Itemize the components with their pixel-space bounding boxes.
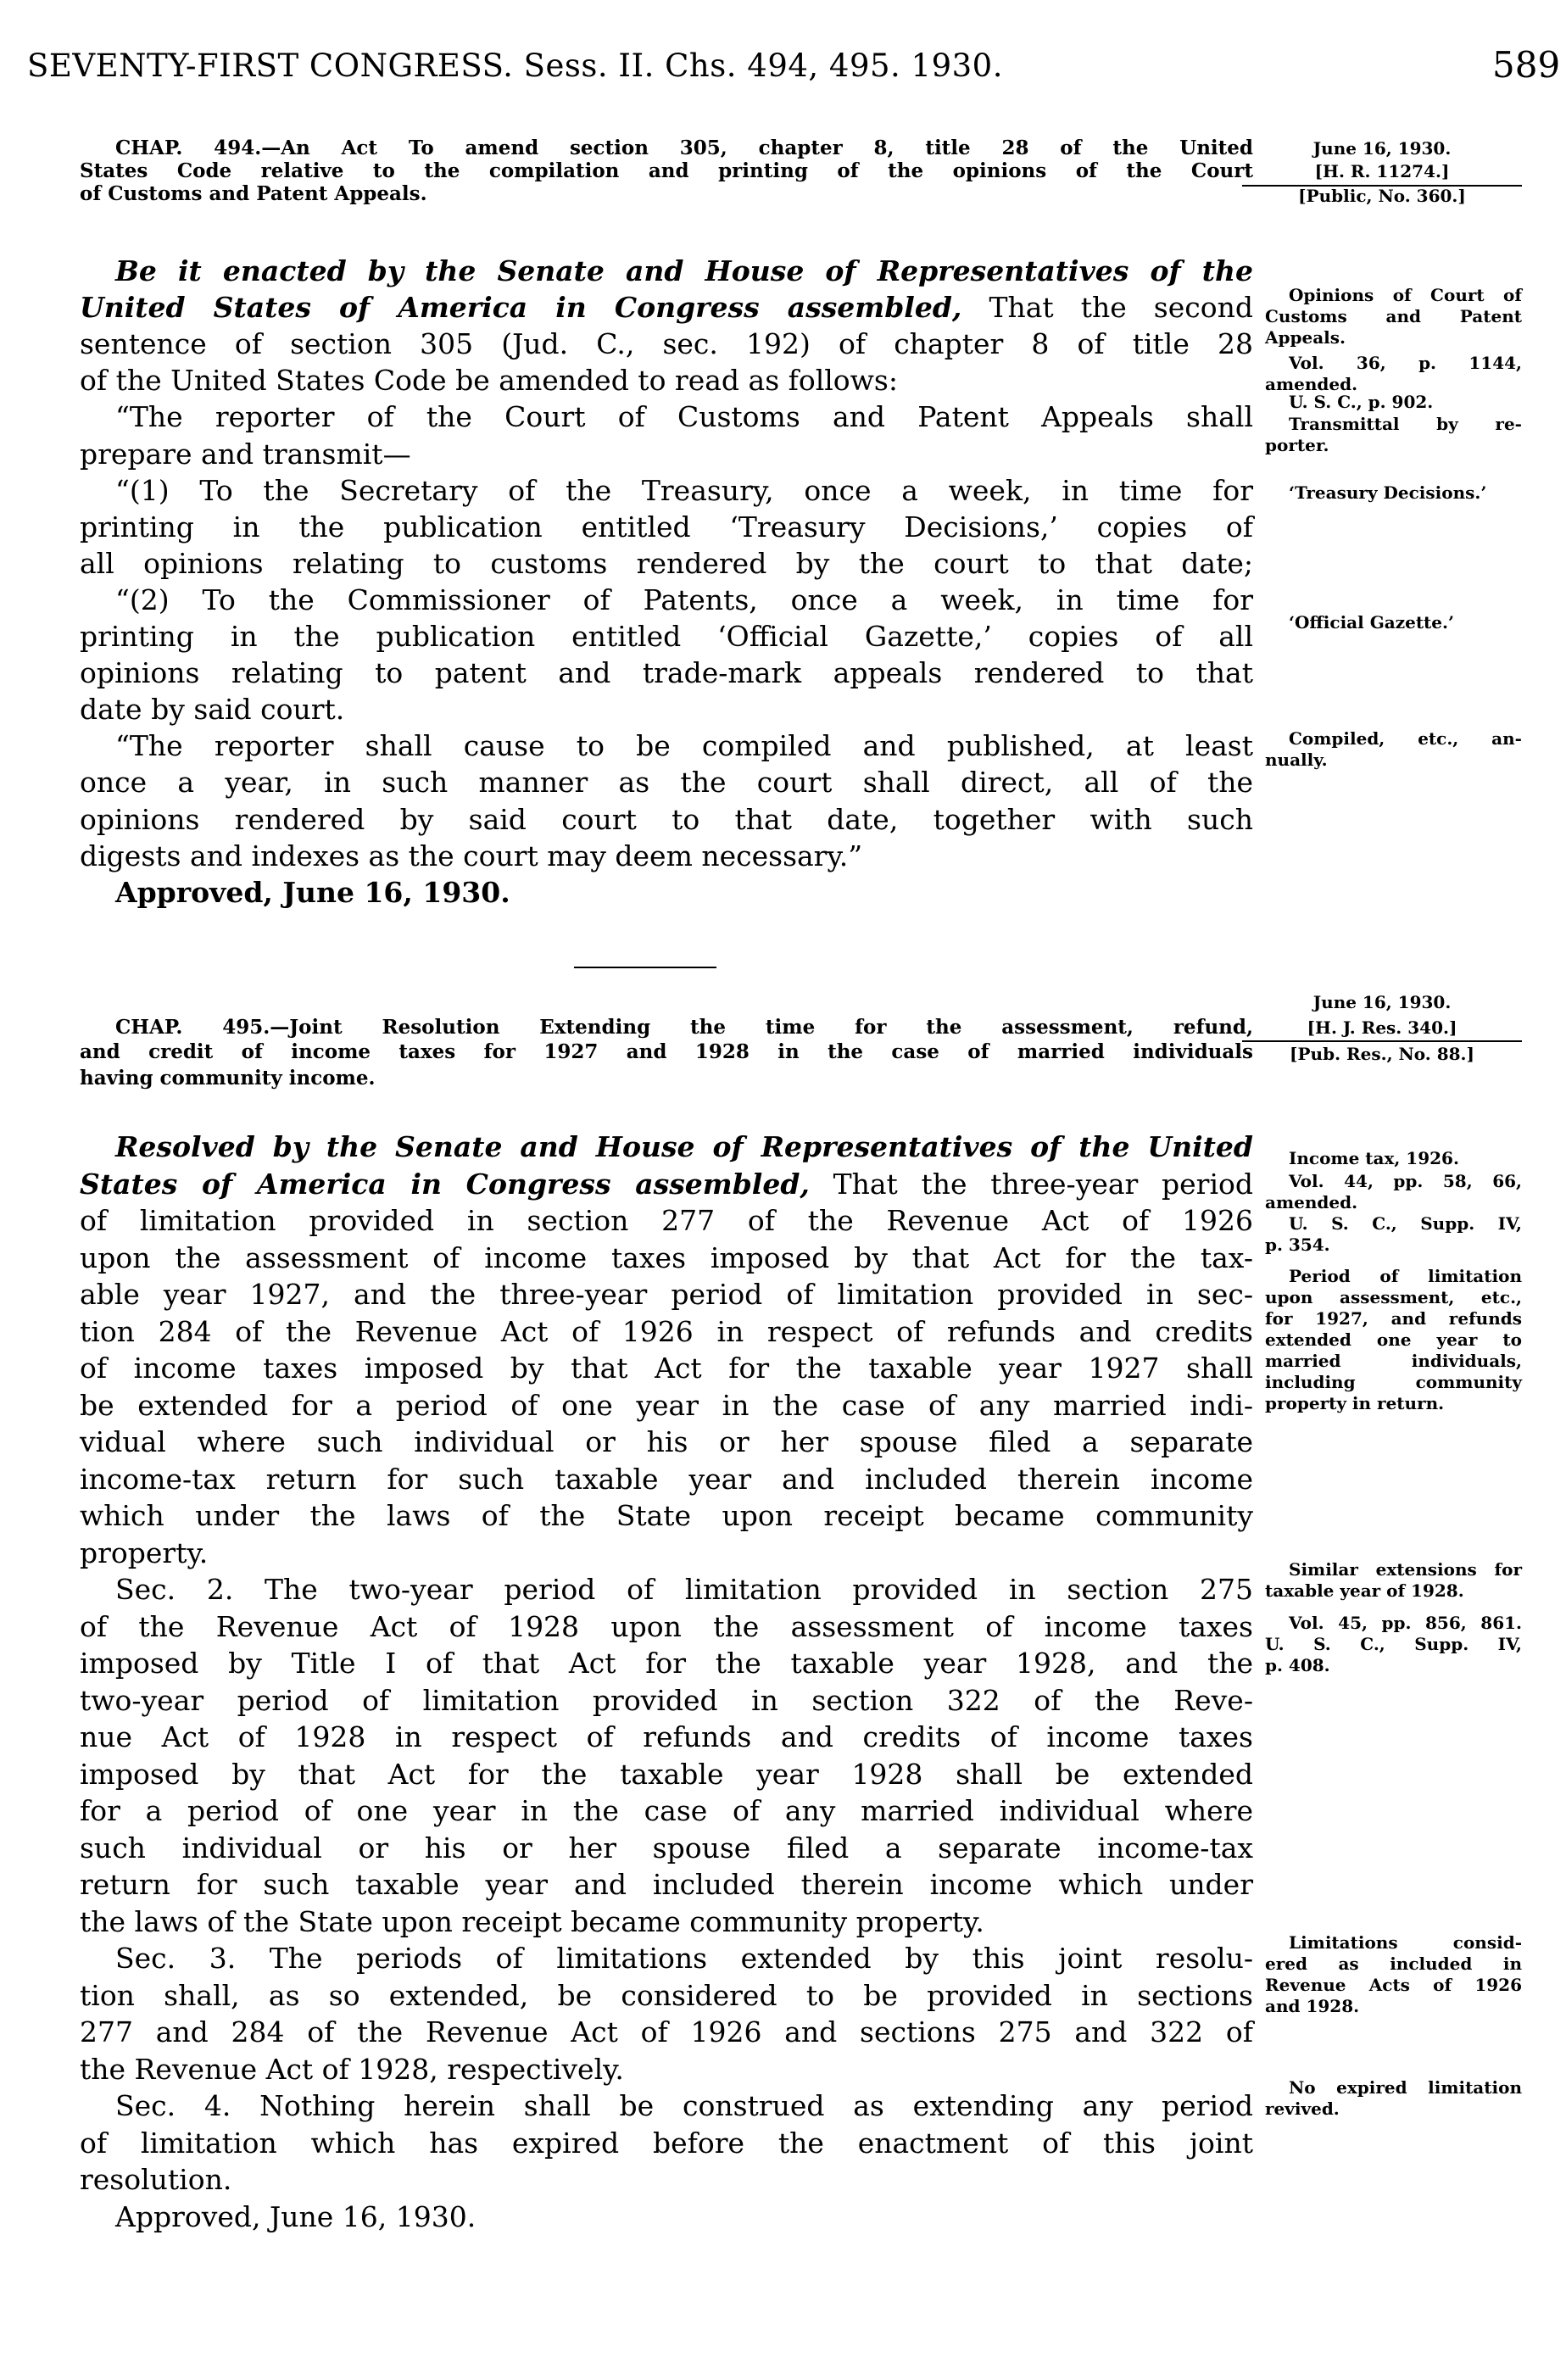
body-text-line: vidual where such individual or his or her spouse filed a separate (80, 1425, 1253, 1458)
body-text-line: of the United States Code be amended to read as follows: (80, 364, 898, 398)
chapter-heading-line: of Customs and Patent Appeals. (80, 182, 427, 205)
body-text-line: the Revenue Act of 1928, respectively. (80, 2052, 624, 2086)
margin-note-line: Transmittal by re- (1289, 413, 1522, 434)
body-text-line: upon the assessment of income taxes imposed by that Act for the tax- (80, 1240, 1253, 1274)
body-text-line: Sec. 3. The periods of limitations extended by this joint resolu- (115, 1942, 1253, 1975)
margin-public-number: [Pub. Res., No. 88.] (1290, 1044, 1474, 1064)
margin-note-line: upon assessment, etc., (1265, 1286, 1522, 1307)
body-text-line: imposed by that Act for the taxable year 1928 shall be extended (80, 1757, 1253, 1791)
body-text-line: opinions rendered by said court to that date, together with such (80, 802, 1253, 836)
margin-note-line: extended one year to (1265, 1329, 1522, 1350)
body-text-line: date by said court. (80, 693, 345, 727)
margin-note-line: and 1928. (1265, 1996, 1360, 2017)
body-text-line: Approved, June 16, 1930. (115, 2199, 476, 2233)
margin-note-line: including community (1265, 1371, 1522, 1392)
body-text-line: Approved, June 16, 1930. (115, 875, 510, 909)
body-text-line: 277 and 284 of the Revenue Act of 1926 and sections 275 and 322 of (80, 2015, 1253, 2048)
margin-note-line: revived. (1265, 2099, 1340, 2120)
body-text-line: resolution. (80, 2163, 232, 2196)
margin-note-line: Income tax, 1926. (1289, 1147, 1459, 1168)
body-text-line: return for such taxable year and included therein income which under (80, 1868, 1253, 1901)
enacting-clause-italic: United States of America in Congress assembled, (80, 291, 962, 325)
margin-bill-number: [H. R. 11274.] (1314, 161, 1450, 181)
margin-note-line: ‘Official Gazette.’ (1289, 612, 1454, 633)
margin-note-line: Revenue Acts of 1926 (1265, 1975, 1522, 1996)
margin-note-line: Limitations consid- (1289, 1932, 1522, 1954)
body-text-line: tion 284 of the Revenue Act of 1926 in respect of refunds and credits (80, 1314, 1253, 1348)
body-text-line: of the Revenue Act of 1928 upon the assessment of income taxes (80, 1609, 1253, 1643)
margin-note-line: amended. (1265, 373, 1358, 394)
margin-note-line: Period of limitation (1289, 1265, 1522, 1286)
margin-note-line: U. S. C., Supp. IV, (1265, 1634, 1522, 1655)
running-title: SEVENTY-FIRST CONGRESS. Sess. II. Chs. 494, 495. 1930. (27, 47, 1003, 84)
body-text-line: of income taxes imposed by that Act for the taxable year 1927 shall (80, 1352, 1253, 1385)
body-text-line: opinions relating to patent and trade-mark appeals rendered to that (80, 656, 1253, 690)
margin-note-line: taxable year of 1928. (1265, 1580, 1464, 1601)
margin-note-line: U. S. C., p. 902. (1289, 392, 1434, 413)
body-text-line: for a period of one year in the case of any married individual where (80, 1794, 1253, 1827)
margin-note-line: p. 408. (1265, 1655, 1330, 1676)
body-text-line: be extended for a period of one year in the case of any married indi- (80, 1388, 1253, 1422)
body-text-line: “(1) To the Secretary of the Treasury, once a week, in time for (115, 473, 1253, 507)
body-text-line (80, 289, 1253, 326)
margin-note-line: U. S. C., Supp. IV, (1289, 1213, 1522, 1235)
body-text-line (115, 253, 1253, 289)
body-text-line: once a year, in such manner as the court shall direct, all of the (80, 766, 1253, 800)
margin-note-line: Vol. 44, pp. 58, 66, (1289, 1170, 1522, 1191)
enacting-clause-italic: Resolved by the Senate and House of Representatives of the United (115, 1130, 1253, 1163)
margin-note-line: nually. (1265, 750, 1328, 771)
margin-note-line: married individuals, (1265, 1350, 1522, 1371)
margin-note-line: property in return. (1265, 1392, 1445, 1413)
chapter-heading-line: having community income. (80, 1067, 376, 1090)
body-text-line: property. (80, 1536, 209, 1569)
body-text-line: the laws of the State upon receipt became community property. (80, 1904, 984, 1938)
body-text-line: printing in the publication entitled ‘Official Gazette,’ copies of all (80, 620, 1253, 653)
margin-note-line: Similar extensions for (1289, 1558, 1522, 1580)
body-text-line (115, 1129, 1253, 1165)
body-text: That the second (961, 291, 1253, 325)
margin-note-line: Customs and Patent (1265, 306, 1522, 327)
body-text: That the three-year period (809, 1167, 1253, 1201)
body-text-line: nue Act of 1928 in respect of refunds and credits of income taxes (80, 1720, 1253, 1753)
margin-public-number: [Public, No. 360.] (1298, 186, 1466, 206)
body-text-line: “(2) To the Commissioner of Patents, once a week, in time for (115, 582, 1253, 616)
margin-note-line: No expired limitation (1289, 2077, 1522, 2099)
body-text-line: two-year period of limitation provided in section 322 of the Reve- (80, 1683, 1253, 1717)
margin-note-line: amended. (1265, 1191, 1358, 1212)
body-text-line: imposed by Title I of that Act for the taxable year 1928, and the (80, 1647, 1253, 1680)
margin-note-line: ered as included in (1265, 1954, 1522, 1975)
margin-note-line: for 1927, and refunds (1265, 1307, 1522, 1329)
body-text-line (80, 1166, 1253, 1202)
chapter-heading-line: CHAP. 494.—An Act To amend section 305, chapter 8, title 28 of the United (115, 137, 1253, 159)
page-number: 589 (1492, 44, 1561, 86)
body-text-line: all opinions relating to customs rendered by the court to that date; (80, 546, 1253, 580)
margin-bill-number: [H. J. Res. 340.] (1307, 1017, 1457, 1038)
margin-date: June 16, 1930. (1312, 992, 1452, 1012)
body-text-line: “The reporter shall cause to be compiled and published, at least (115, 729, 1253, 763)
body-text-line: income-tax return for such taxable year and included therein income (80, 1462, 1253, 1496)
body-text-line: of limitation provided in section 277 of the Revenue Act of 1926 (80, 1204, 1253, 1237)
margin-note-line: Opinions of Court of (1289, 285, 1522, 306)
margin-note-line: porter. (1265, 434, 1329, 455)
margin-rule (1242, 1040, 1522, 1042)
margin-note-line: Appeals. (1265, 327, 1346, 348)
body-text-line: of limitation which has expired before the enactment of this joint (80, 2126, 1253, 2160)
body-text-line: prepare and transmit— (80, 437, 411, 471)
body-text-line: Sec. 2. The two-year period of limitation provided in section 275 (115, 1573, 1253, 1606)
body-text-line: printing in the publication entitled ‘Treasury Decisions,’ copies of (80, 510, 1253, 543)
body-text-line: which under the laws of the State upon receipt became community (80, 1499, 1253, 1532)
margin-note-line: Vol. 45, pp. 856, 861. (1289, 1613, 1522, 1634)
body-text-line: Sec. 4. Nothing herein shall be construed as extending any period (115, 2089, 1253, 2122)
margin-note-line: Compiled, etc., an- (1289, 728, 1522, 750)
body-text-line: such individual or his or her spouse filed a separate income-tax (80, 1831, 1253, 1864)
body-text-line: able year 1927, and the three-year period of limitation provided in sec- (80, 1278, 1253, 1311)
margin-note-line: p. 354. (1265, 1235, 1330, 1256)
chapter-heading-line: and credit of income taxes for 1927 and 1928 in the case of married individuals (80, 1040, 1253, 1063)
body-text-line: tion shall, as so extended, be considered to be provided in sections (80, 1978, 1253, 2012)
body-text-line: “The reporter of the Court of Customs and Patent Appeals shall (115, 400, 1253, 434)
chapter-separator-rule (574, 967, 716, 968)
enacting-clause-italic: States of America in Congress assembled, (80, 1167, 810, 1201)
chapter-heading-line: States Code relative to the compilation and printing of the opinions of the Court (80, 159, 1253, 182)
body-text-line: digests and indexes as the court may deem necessary.” (80, 839, 863, 872)
margin-note-line: Vol. 36, p. 1144, (1289, 352, 1522, 373)
margin-note-line: ‘Treasury Decisions.’ (1289, 482, 1487, 503)
margin-date: June 16, 1930. (1312, 138, 1452, 159)
body-text-line: sentence of section 305 (Jud. C., sec. 192) of chapter 8 of title 28 (80, 327, 1253, 361)
chapter-heading-line: CHAP. 495.—Joint Resolution Extending the time for the assessment, refund, (115, 1016, 1253, 1039)
enacting-clause-italic: Be it enacted by the Senate and House of Representatives of the (115, 254, 1253, 287)
